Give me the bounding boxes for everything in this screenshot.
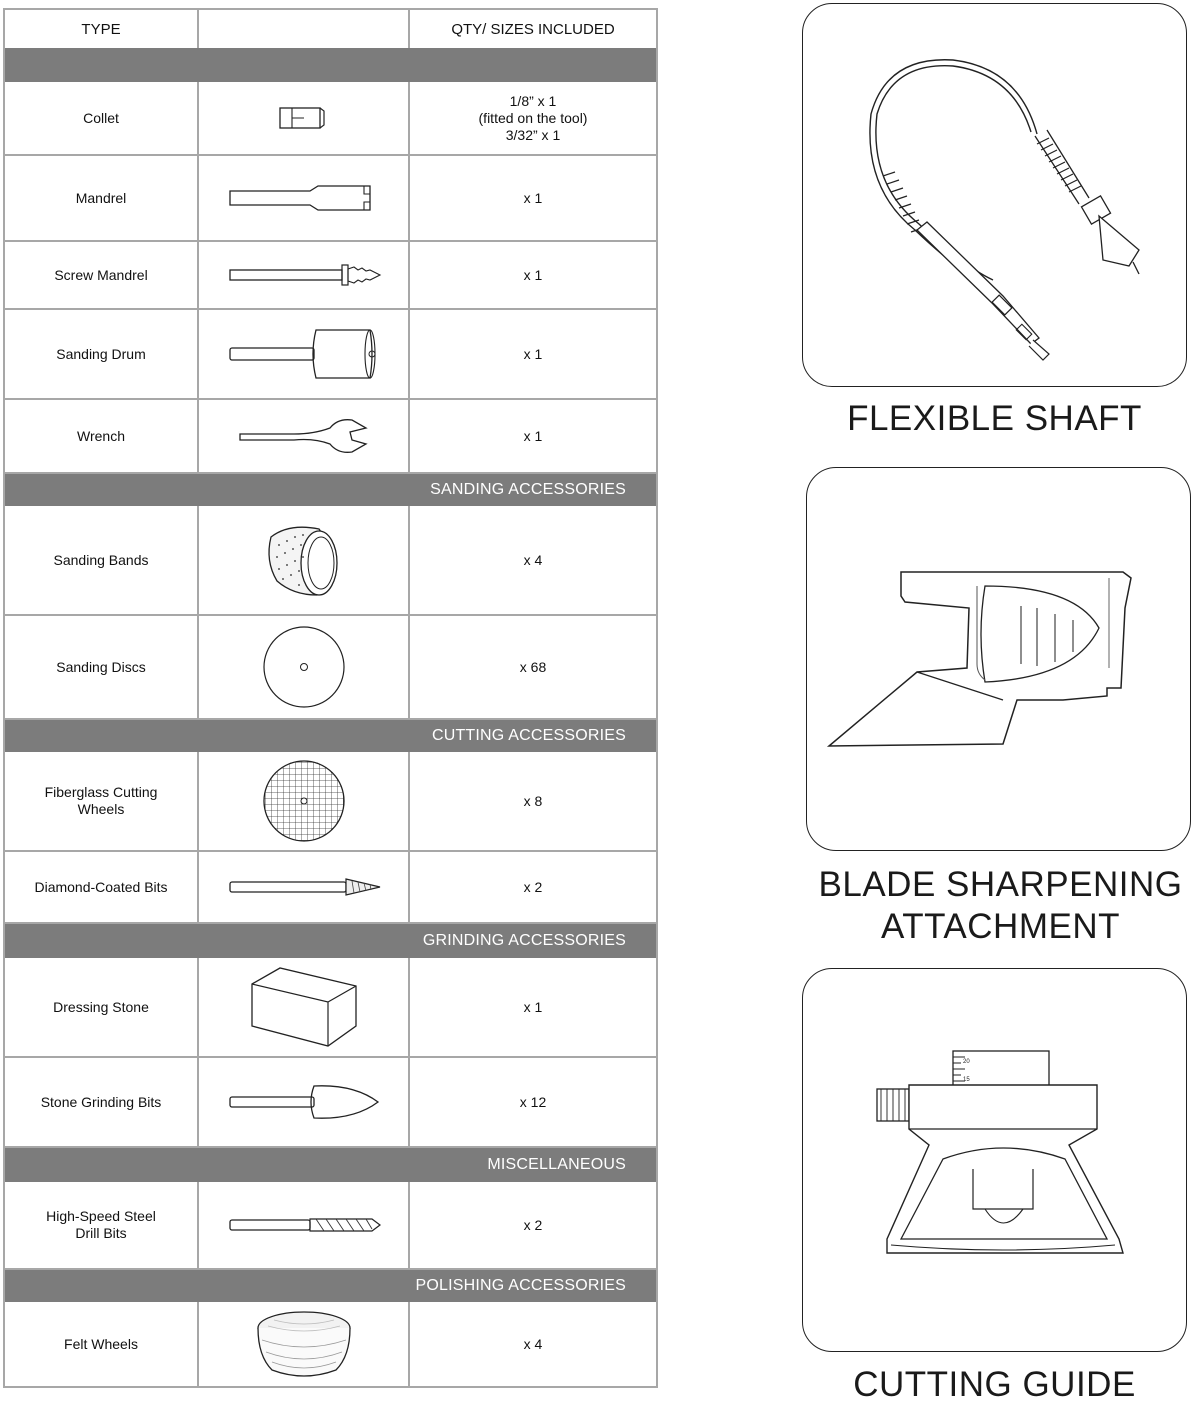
item-qty: x 68 bbox=[519, 658, 547, 675]
table-header-row bbox=[5, 10, 656, 50]
blade-sharpening-caption: BLADE SHARPENING ATTACHMENT bbox=[818, 865, 1183, 946]
cutting-guide-icon bbox=[803, 969, 1185, 1349]
sanding-band-icon bbox=[259, 515, 349, 605]
mandrel-icon bbox=[224, 181, 384, 215]
item-name: Screw Mandrel bbox=[5, 242, 199, 308]
sanding-drum-icon bbox=[224, 324, 384, 384]
table-row bbox=[5, 958, 656, 1058]
cutting-guide-panel bbox=[802, 968, 1187, 1352]
cutting-wheel-icon bbox=[259, 756, 349, 846]
sanding-disc-icon bbox=[259, 622, 349, 712]
blade-sharpening-panel bbox=[806, 467, 1191, 851]
flexible-shaft-caption: FLEXIBLE SHAFT bbox=[847, 399, 1142, 438]
cutting-guide-caption: CUTTING GUIDE bbox=[853, 1365, 1136, 1404]
dressing-stone-icon bbox=[244, 962, 364, 1052]
diamond-bit-icon bbox=[224, 875, 384, 899]
table-row bbox=[5, 310, 656, 400]
flexible-shaft-panel bbox=[802, 3, 1187, 387]
item-qty: x 1 bbox=[523, 427, 543, 444]
qty-line: 1/8” x 1 bbox=[509, 92, 557, 109]
felt-wheel-icon bbox=[254, 1306, 354, 1382]
item-name: Fiberglass Cutting Wheels bbox=[44, 784, 158, 817]
table-row bbox=[5, 1182, 656, 1270]
wrench-icon bbox=[234, 414, 374, 458]
scale-mark: 20 bbox=[963, 1059, 970, 1065]
item-qty: x 1 bbox=[523, 266, 543, 283]
item-name: Felt Wheels bbox=[5, 1302, 199, 1386]
table-row bbox=[5, 1302, 656, 1386]
table-row bbox=[5, 506, 656, 616]
item-qty: x 2 bbox=[523, 1216, 543, 1233]
collet-icon bbox=[274, 103, 334, 133]
item-name: Dressing Stone bbox=[5, 958, 199, 1056]
header-type: TYPE bbox=[5, 10, 199, 48]
item-qty: x 12 bbox=[519, 1093, 547, 1110]
table-row bbox=[5, 82, 656, 156]
section-header: POLISHING ACCESSORIES bbox=[5, 1270, 656, 1302]
header-spacer-band bbox=[5, 48, 656, 82]
item-name: Stone Grinding Bits bbox=[5, 1058, 199, 1146]
grinding-bit-icon bbox=[224, 1080, 384, 1124]
section-header: GRINDING ACCESSORIES bbox=[5, 924, 656, 958]
item-name: Collet bbox=[5, 82, 199, 154]
flexible-shaft-icon bbox=[803, 4, 1185, 384]
table-row bbox=[5, 1058, 656, 1148]
qty-line: 3/32” x 1 bbox=[505, 126, 561, 143]
item-name: Wrench bbox=[5, 400, 199, 472]
table-row bbox=[5, 752, 656, 852]
item-name: Sanding Drum bbox=[5, 310, 199, 398]
item-qty: x 1 bbox=[523, 189, 543, 206]
scale-mark: 15 bbox=[963, 1077, 970, 1083]
drill-bit-icon bbox=[224, 1213, 384, 1237]
item-name: Diamond-Coated Bits bbox=[5, 852, 199, 922]
item-qty: x 4 bbox=[523, 551, 543, 568]
item-qty bbox=[479, 93, 588, 144]
item-qty: x 2 bbox=[523, 878, 543, 895]
table-row bbox=[5, 852, 656, 924]
screw-mandrel-icon bbox=[224, 260, 384, 290]
accessories-table bbox=[3, 8, 658, 1388]
item-name: Sanding Discs bbox=[5, 616, 199, 718]
qty-line: (fitted on the tool) bbox=[478, 109, 588, 126]
item-qty: x 4 bbox=[523, 1335, 543, 1352]
item-name: Mandrel bbox=[5, 156, 199, 240]
blade-sharpening-attachment-icon bbox=[807, 468, 1189, 848]
item-qty: x 8 bbox=[523, 792, 543, 809]
section-header: MISCELLANEOUS bbox=[5, 1148, 656, 1182]
item-qty: x 1 bbox=[523, 998, 543, 1015]
section-header: SANDING ACCESSORIES bbox=[5, 474, 656, 506]
header-qty: QTY/ SIZES INCLUDED bbox=[451, 20, 615, 38]
table-row bbox=[5, 616, 656, 720]
item-name: Sanding Bands bbox=[5, 506, 199, 614]
table-row bbox=[5, 156, 656, 242]
table-row bbox=[5, 242, 656, 310]
header-image bbox=[199, 10, 410, 48]
item-name: High-Speed Steel Drill Bits bbox=[46, 1208, 156, 1241]
table-row bbox=[5, 400, 656, 474]
section-header: CUTTING ACCESSORIES bbox=[5, 720, 656, 752]
item-qty: x 1 bbox=[523, 345, 543, 362]
